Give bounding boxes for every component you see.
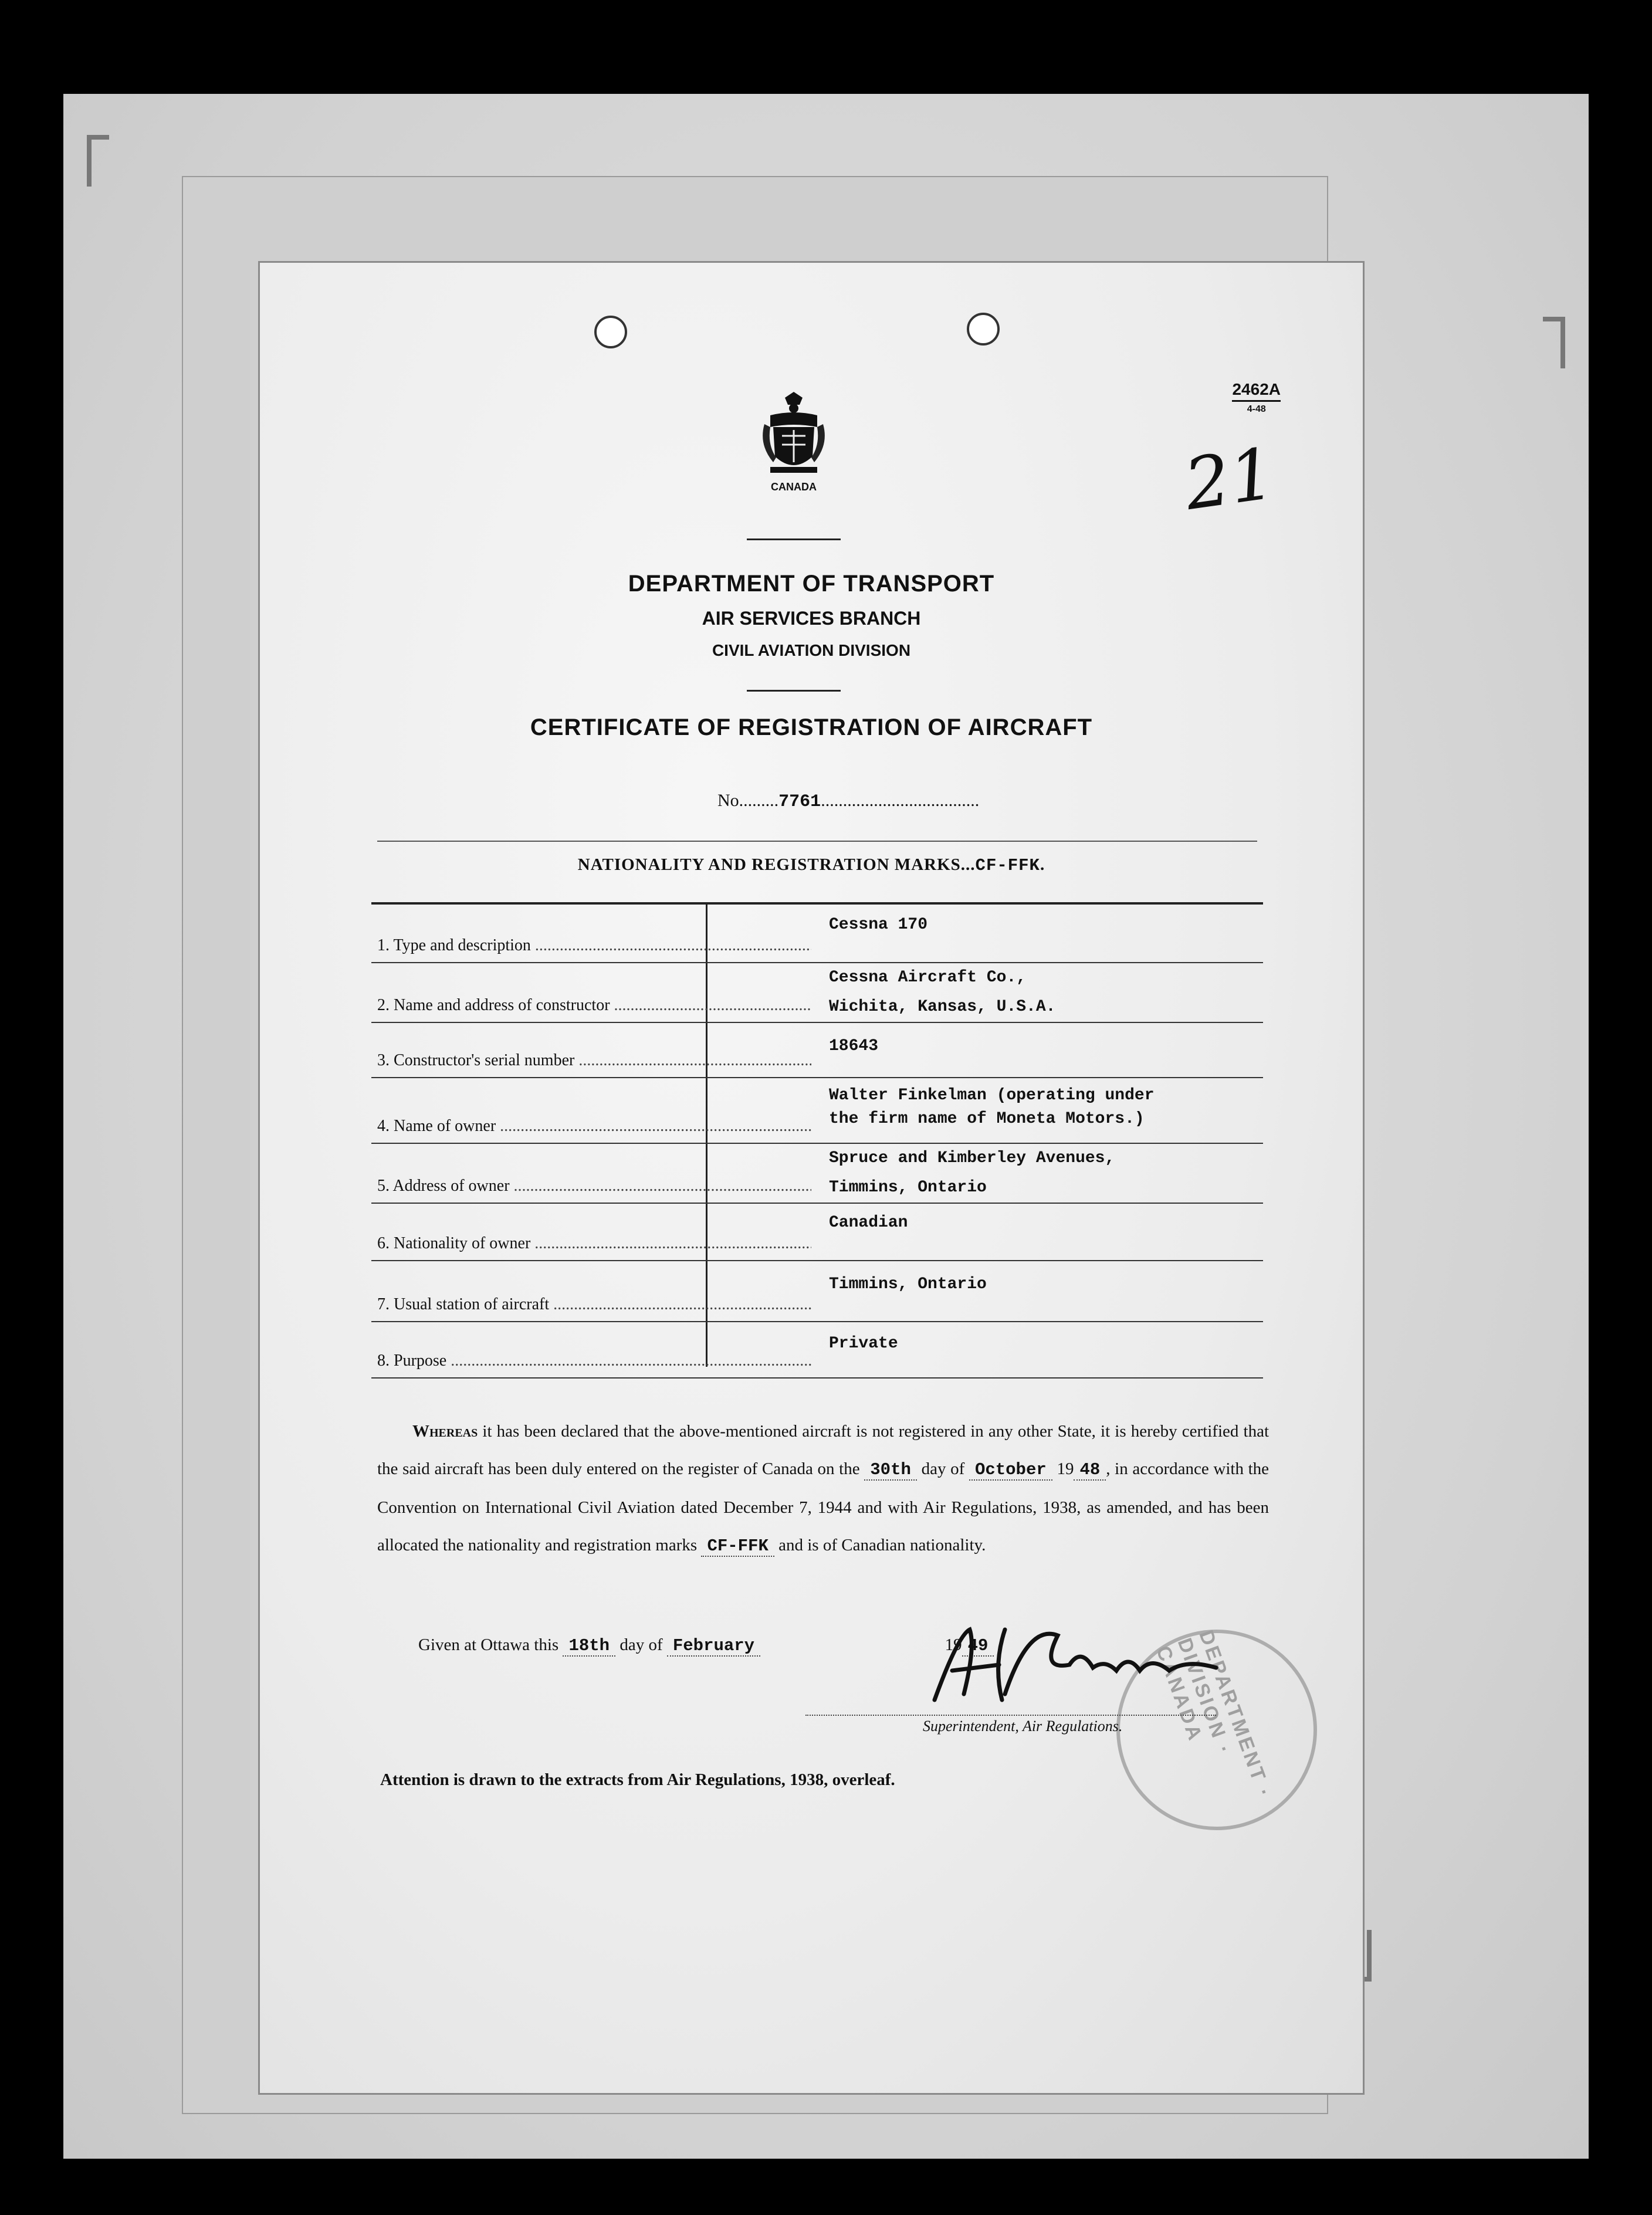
- registration-marks-label: NATIONALITY AND REGISTRATION MARKS: [577, 855, 961, 874]
- attention-note: Attention is drawn to the extracts from Air Regulations, 1938, overleaf.: [380, 1770, 895, 1789]
- row-value: Cessna 170: [829, 916, 928, 934]
- given-day: 18th: [563, 1636, 615, 1657]
- signature-rule: [805, 1715, 1216, 1716]
- certificate-number-value: 7761: [778, 792, 821, 812]
- whereas-lead: Whereas: [412, 1422, 478, 1441]
- certificate-number-label: No: [717, 791, 739, 810]
- table-row: [371, 1144, 1263, 1204]
- whereas-text-2: day of: [921, 1459, 965, 1478]
- whereas-text-4: , in accordance with the Convention on International Civil Aviation dated December 7, 1944 and with Air Regulations, 1938, as amended, and has been allocated the nationality and registration marks: [377, 1459, 1270, 1554]
- row-value: Timmins, Ontario: [829, 1275, 987, 1293]
- row-value-line-2: Wichita, Kansas, U.S.A.: [829, 998, 1056, 1016]
- handwritten-number: 21: [1180, 433, 1280, 526]
- crest-icon: [759, 392, 829, 480]
- table-row: [371, 1023, 1263, 1078]
- certificate-number: No.........7761....................................: [717, 791, 980, 812]
- row-value: Cessna Aircraft Co.,: [829, 968, 1027, 987]
- table-row: [371, 1204, 1263, 1261]
- row-label: 4. Name of owner .....: [377, 1117, 811, 1136]
- crop-mark-top-left: [87, 135, 109, 187]
- punch-hole-left: [594, 316, 627, 348]
- registration-marks-line: NATIONALITY AND REGISTRATION MARKS...CF-FFK.: [577, 855, 1045, 875]
- form-number: [1232, 380, 1281, 415]
- row-label: 7. Usual station of aircraft .....: [377, 1295, 811, 1314]
- row-label: 5. Address of owner .....: [377, 1177, 811, 1195]
- row-value: Walter Finkelman (operating under: [829, 1086, 1155, 1105]
- form-code: 2462A: [1232, 380, 1281, 398]
- whereas-text-3: 19: [1057, 1459, 1074, 1478]
- details-table: [371, 902, 1263, 1379]
- certification-paragraph: [377, 1413, 1269, 1565]
- divider: [377, 841, 1257, 842]
- branch-title: AIR SERVICES BRANCH: [702, 608, 921, 629]
- stamp-text: DEPARTMENT · DIVISION · CANADA: [1152, 1627, 1277, 1802]
- certificate-document: [258, 261, 1365, 2095]
- form-edition: 4-48: [1232, 400, 1281, 415]
- row-value: Spruce and Kimberley Avenues,: [829, 1149, 1115, 1167]
- division-title: CIVIL AVIATION DIVISION: [712, 641, 911, 659]
- table-row: [371, 902, 1263, 963]
- given-text-3: 19: [945, 1635, 962, 1654]
- table-row: [371, 1322, 1263, 1379]
- row-value: 18643: [829, 1037, 879, 1055]
- registration-month: October: [969, 1460, 1052, 1481]
- given-month: February: [667, 1636, 760, 1657]
- row-value: Private: [829, 1335, 898, 1353]
- row-label: 8. Purpose .....: [377, 1352, 811, 1370]
- whereas-text-5: and is of Canadian nationality.: [778, 1536, 986, 1554]
- given-text-1: Given at Ottawa this: [418, 1635, 559, 1654]
- table-row: [371, 963, 1263, 1023]
- given-text-2: day of: [620, 1635, 663, 1654]
- table-row: [371, 1261, 1263, 1322]
- punch-hole-right: [967, 313, 1000, 346]
- registration-marks-value: CF-FFK: [975, 856, 1040, 875]
- department-title: DEPARTMENT OF TRANSPORT: [628, 571, 995, 597]
- crest-label: CANADA: [771, 481, 817, 493]
- row-label: 1. Type and description .....: [377, 936, 811, 955]
- coat-of-arms: [753, 392, 835, 493]
- signatory-title: Superintendent, Air Regulations.: [923, 1718, 1123, 1735]
- registration-year: 48: [1074, 1460, 1106, 1481]
- table-row: [371, 1078, 1263, 1144]
- row-label: 3. Constructor's serial number .....: [377, 1051, 811, 1070]
- given-year: 49: [962, 1636, 994, 1657]
- registration-day: 30th: [864, 1460, 917, 1481]
- signature-icon: [923, 1612, 1228, 1718]
- row-value-line-2: Timmins, Ontario: [829, 1178, 987, 1197]
- row-label: 2. Name and address of constructor .....: [377, 996, 811, 1015]
- certificate-title: CERTIFICATE OF REGISTRATION OF AIRCRAFT: [530, 714, 1093, 740]
- crop-mark-top-right: [1543, 317, 1565, 368]
- row-label: 6. Nationality of owner .....: [377, 1234, 811, 1253]
- row-value-line-2: the firm name of Moneta Motors.): [829, 1110, 1145, 1128]
- divider: [747, 538, 841, 540]
- row-value: Canadian: [829, 1214, 908, 1232]
- whereas-text-1: it has been declared that the above-mentioned aircraft is not registered in any other State, it is hereby certified that the said aircraft has been duly entered on the register of Canada on the: [377, 1422, 1269, 1478]
- allocated-marks: CF-FFK: [701, 1536, 774, 1557]
- divider: [747, 690, 841, 692]
